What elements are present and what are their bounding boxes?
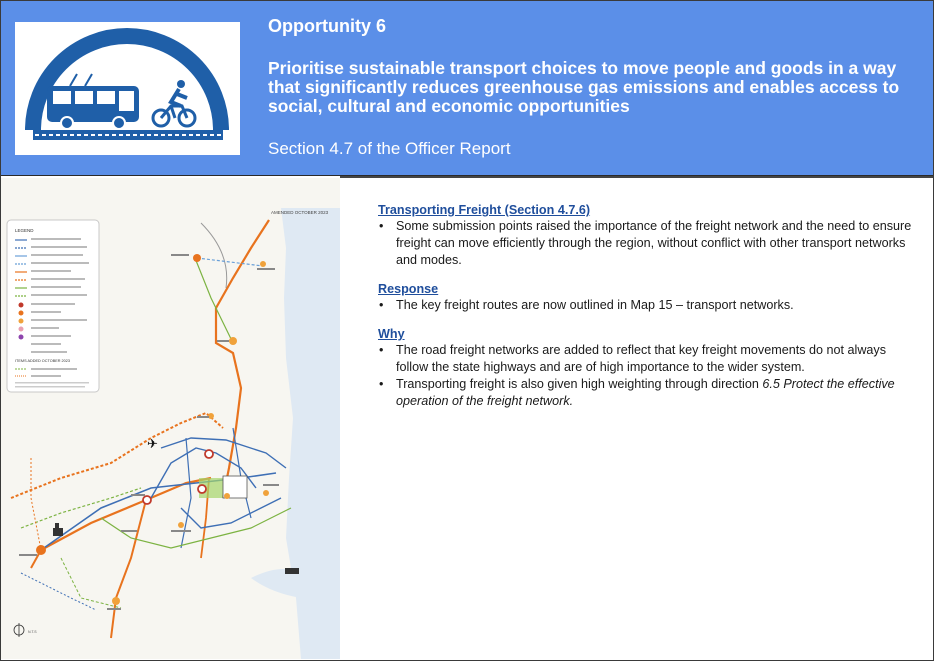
train-icon: [53, 523, 63, 536]
legend-title: LEGEND: [15, 228, 34, 233]
text-content: [370, 203, 915, 423]
heading-response: Response: [378, 282, 439, 296]
heading-transporting-freight: Transporting Freight (Section 4.7.6): [378, 203, 591, 217]
legend-added-title: ITEMS ADDED OCTOBER 2023: [15, 359, 71, 363]
section-why: [370, 327, 915, 410]
section-freight: [370, 203, 915, 269]
section-response: [370, 282, 915, 314]
bullet-item: • The key freight routes are now outlined in Map 15 – transport networks.: [370, 297, 915, 314]
opportunity-logo: [15, 22, 240, 155]
heading-why: Why: [378, 327, 405, 341]
bullet-item: • The road freight networks are added to reflect that key freight movements do not always follow the state highways and are of high importance to the wider system.: [370, 342, 915, 376]
bullet-item: • Some submission points raised the importance of the freight network and the need to ensure freight can move efficiently through the region, without conflict with other transport networks and modes.: [370, 218, 915, 269]
header-banner: [1, 1, 933, 175]
transport-network-map: [1, 178, 340, 659]
airport-icon: ✈: [147, 437, 158, 452]
amended-label: AMENDED OCTOBER 2023: [271, 210, 329, 215]
scale-label: N.T.S: [28, 630, 37, 634]
bullet-item: • Transporting freight is also given high weighting through direction 6.5 Protect the effective operation of the freight network.: [370, 376, 915, 410]
north-arrow-icon: [14, 623, 24, 637]
opportunity-title: Opportunity 6: [268, 16, 386, 36]
bus-bike-arch-icon: [15, 22, 240, 155]
opportunity-description: Prioritise sustainable transport choices to move people and goods in a way that significantly reduces greenhouse gas emissions and enables access to social, cultural and economic opportunities: [268, 58, 900, 116]
port-icon: [285, 568, 299, 574]
map-graphic: [1, 178, 340, 659]
content-divider: [340, 176, 933, 178]
section-reference: Section 4.7 of the Officer Report: [268, 139, 511, 158]
